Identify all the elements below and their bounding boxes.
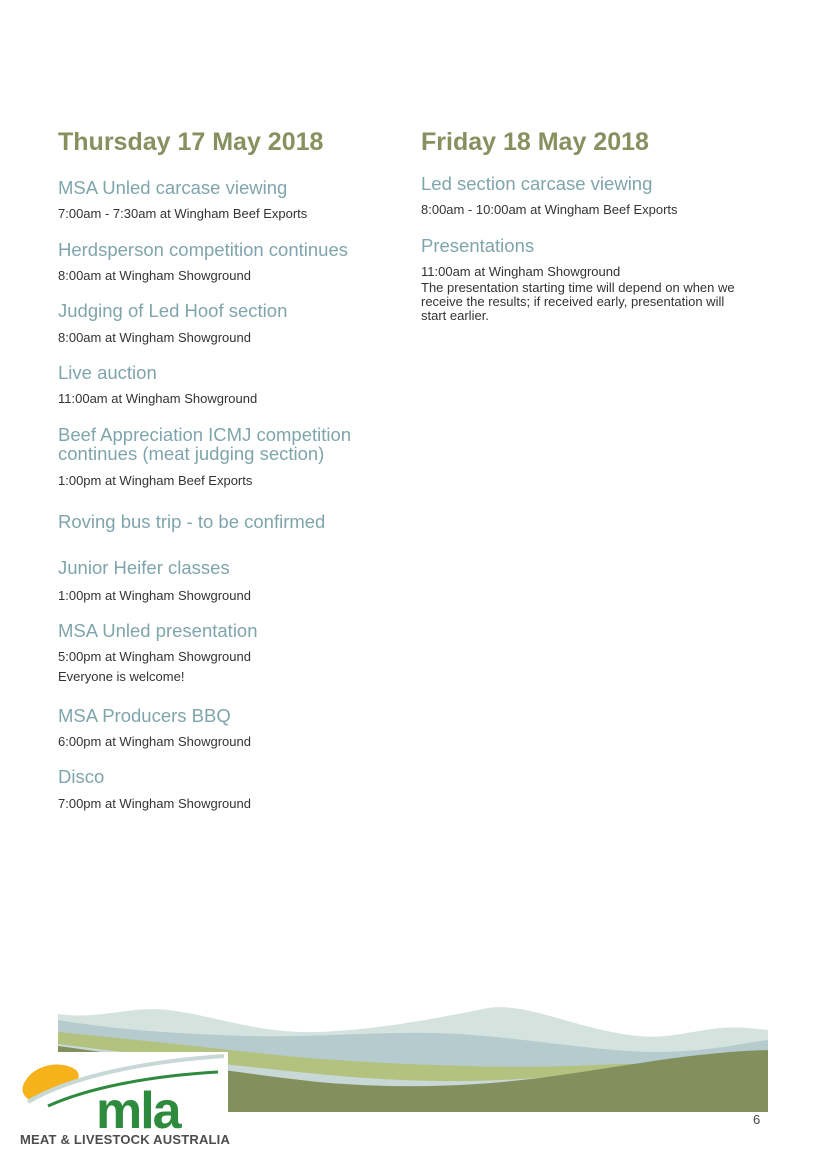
note-line: receive the results; if received early, presentation will xyxy=(421,294,725,309)
event-title: Disco xyxy=(58,766,105,787)
event-roving-bus-trip xyxy=(58,512,398,531)
event-herdsperson-competition xyxy=(58,240,398,283)
note-line: start earlier. xyxy=(421,308,489,323)
event-msa-unled-presentation xyxy=(58,621,398,684)
event-detail: 6:00pm at Wingham Showground xyxy=(58,734,251,749)
event-title: Junior Heifer classes xyxy=(58,557,230,578)
event-live-auction xyxy=(58,363,398,406)
event-title: MSA Unled presentation xyxy=(58,620,258,641)
event-title-line: Beef Appreciation ICMJ competition xyxy=(58,424,352,445)
event-disco xyxy=(58,767,398,811)
event-detail: 7:00am - 7:30am at Wingham Beef Exports xyxy=(58,206,308,221)
event-judging-led-hoof xyxy=(58,301,398,345)
event-note: Everyone is welcome! xyxy=(58,669,185,684)
event-led-section-carcase-viewing xyxy=(421,174,771,217)
event-title: Led section carcase viewing xyxy=(421,173,653,194)
event-msa-unled-carcase-viewing xyxy=(58,178,398,221)
thursday-heading: Thursday 17 May 2018 xyxy=(58,128,324,156)
event-note xyxy=(421,281,771,323)
event-title-line: continues (meat judging section) xyxy=(58,443,325,464)
event-detail: 8:00am at Wingham Showground xyxy=(58,268,251,283)
event-detail: 8:00am - 10:00am at Wingham Beef Exports xyxy=(421,202,678,217)
event-title xyxy=(58,425,398,463)
event-title: Live auction xyxy=(58,362,157,383)
event-title: Judging of Led Hoof section xyxy=(58,300,288,321)
event-detail: 1:00pm at Wingham Beef Exports xyxy=(58,473,253,488)
event-detail: 5:00pm at Wingham Showground xyxy=(58,649,251,664)
event-detail: 11:00am at Wingham Showground xyxy=(58,391,258,406)
event-title: Presentations xyxy=(421,235,535,256)
event-detail: 11:00am at Wingham Showground xyxy=(421,264,621,279)
event-msa-producers-bbq xyxy=(58,706,398,749)
page-number: 6 xyxy=(753,1112,761,1127)
event-detail: 8:00am at Wingham Showground xyxy=(58,330,251,345)
event-beef-appreciation-icmj xyxy=(58,425,398,488)
event-detail: 7:00pm at Wingham Showground xyxy=(58,796,251,811)
event-presentations xyxy=(421,236,771,323)
event-junior-heifer-classes xyxy=(58,558,398,603)
logo-tagline: MEAT & LIVESTOCK AUSTRALIA xyxy=(20,1132,231,1147)
friday-heading: Friday 18 May 2018 xyxy=(421,128,649,156)
logo-word: mla xyxy=(96,1082,180,1140)
event-title: Roving bus trip - to be confirmed xyxy=(58,511,326,532)
event-title: MSA Producers BBQ xyxy=(58,705,231,726)
event-detail: 1:00pm at Wingham Showground xyxy=(58,588,251,603)
note-line: The presentation starting time will depend on when we xyxy=(421,280,735,295)
event-title: MSA Unled carcase viewing xyxy=(58,177,288,198)
event-title: Herdsperson competition continues xyxy=(58,239,348,260)
